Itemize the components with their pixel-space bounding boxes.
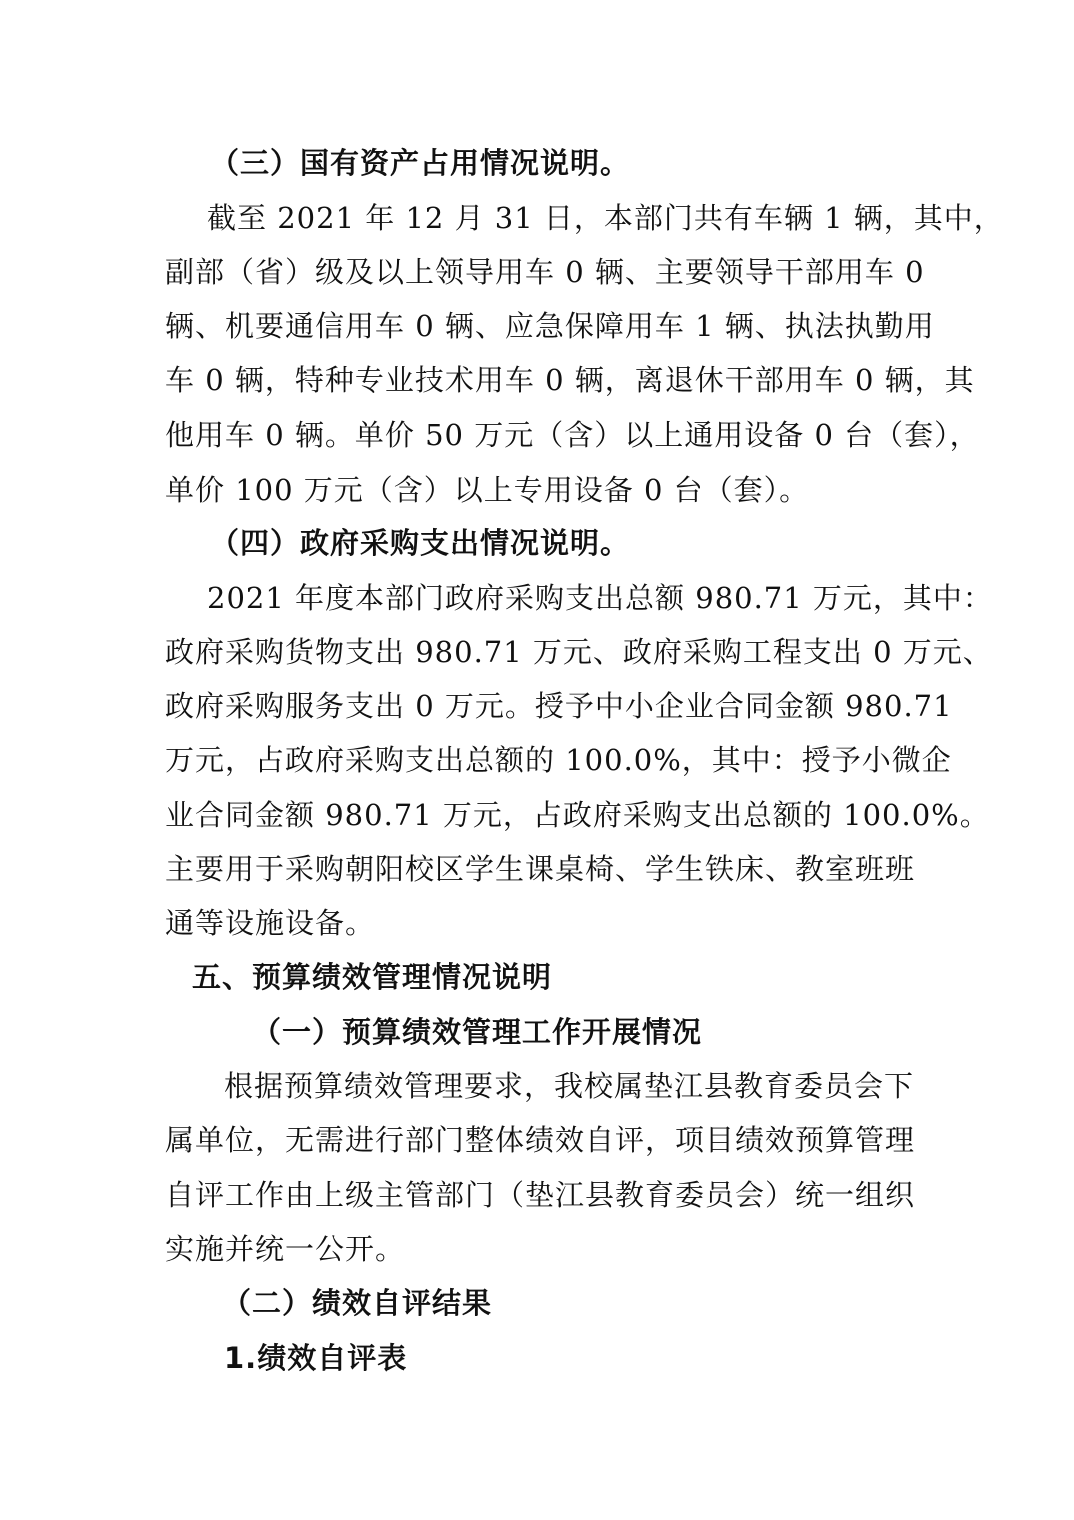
section-4-line-5: 业合同金额 980.71 万元，占政府采购支出总额的 100.0%。 [165, 798, 990, 832]
part-5-sub-1-heading: （一）预算绩效管理工作开展情况 [252, 1015, 703, 1049]
section-3-heading: （三）国有资产占用情况说明。 [210, 146, 631, 180]
part-5-sub-1-line-3: 自评工作由上级主管部门（垫江县教育委员会）统一组织 [165, 1178, 916, 1212]
section-4-line-3: 政府采购服务支出 0 万元。授予中小企业合同金额 980.71 [165, 689, 953, 723]
section-3-line-6: 单价 100 万元（含）以上专用设备 0 台（套）。 [165, 473, 810, 507]
section-3-line-2: 副部（省）级及以上领导用车 0 辆、主要领导干部用车 0 [165, 255, 925, 289]
part-5-sub-1-line-4: 实施并统一公开。 [165, 1232, 406, 1266]
section-3-line-3: 辆、机要通信用车 0 辆、应急保障用车 1 辆、执法执勤用 [165, 309, 935, 343]
section-4-line-1: 2021 年度本部门政府采购支出总额 980.71 万元，其中： [207, 581, 993, 615]
section-3-line-4: 车 0 辆，特种专业技术用车 0 辆，离退休干部用车 0 辆，其 [165, 363, 975, 397]
section-4-line-6: 主要用于采购朝阳校区学生课桌椅、学生铁床、教室班班 [165, 852, 916, 886]
section-3-line-5: 他用车 0 辆。单价 50 万元（含）以上通用设备 0 台（套）， [165, 418, 980, 452]
section-4-line-7: 通等设施设备。 [165, 906, 376, 940]
part-5-sub-1-line-1: 根据预算绩效管理要求，我校属垫江县教育委员会下 [224, 1069, 915, 1103]
part-5-item-1: 1.绩效自评表 [224, 1341, 408, 1375]
part-5-heading: 五、预算绩效管理情况说明 [192, 960, 553, 994]
section-3-line-1: 截至 2021 年 12 月 31 日，本部门共有车辆 1 辆，其中， [207, 201, 1004, 235]
section-4-heading: （四）政府采购支出情况说明。 [210, 526, 631, 560]
section-4-line-2: 政府采购货物支出 980.71 万元、政府采购工程支出 0 万元、 [165, 635, 993, 669]
section-4-line-4: 万元，占政府采购支出总额的 100.0%，其中：授予小微企 [165, 743, 952, 777]
part-5-sub-2-heading: （二）绩效自评结果 [222, 1286, 493, 1320]
part-5-sub-1-line-2: 属单位，无需进行部门整体绩效自评，项目绩效预算管理 [165, 1123, 916, 1157]
